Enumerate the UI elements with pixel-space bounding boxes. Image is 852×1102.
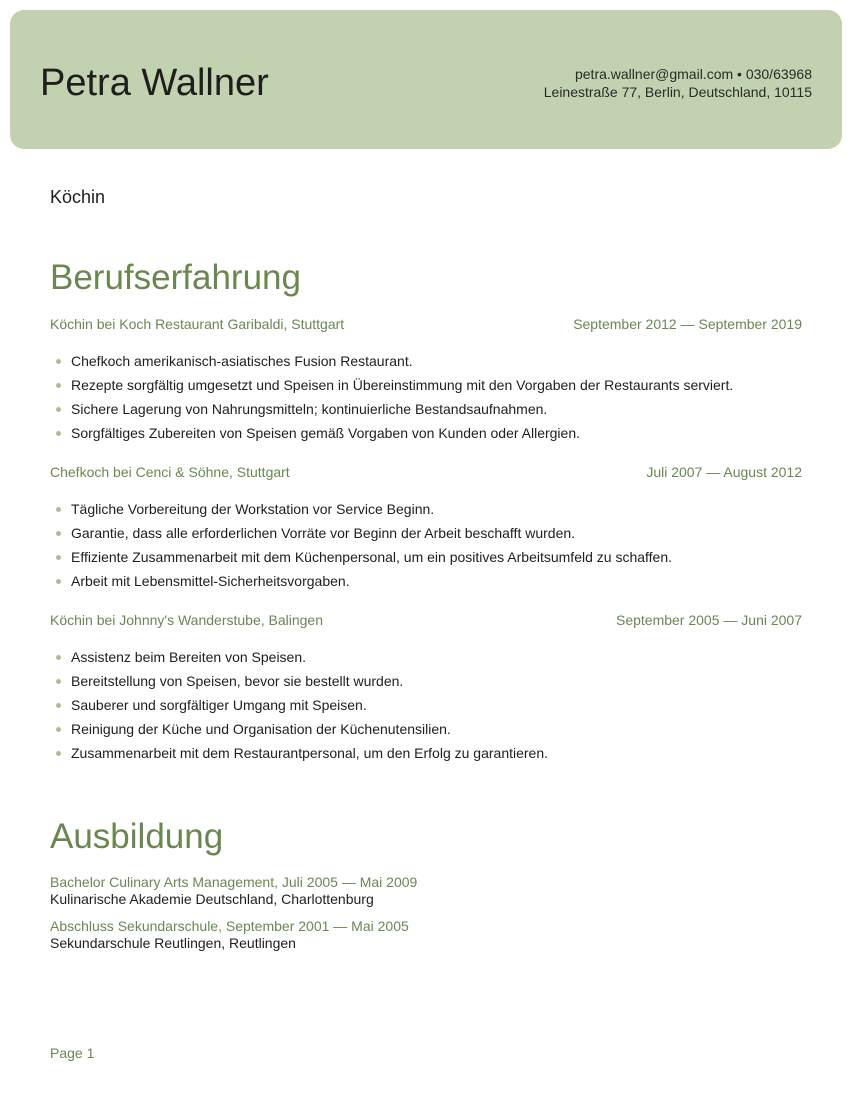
education-item [50, 874, 802, 908]
education-school: Kulinarische Akademie Deutschland, Charlottenburg [50, 891, 374, 907]
job-bullets [50, 497, 802, 593]
list-item: Tägliche Vorbereitung der Workstation vor Service Beginn. [50, 497, 802, 521]
list-item: Sichere Lagerung von Nahrungsmitteln; kontinuierliche Bestandsaufnahmen. [50, 397, 802, 421]
job-role: Köchin [50, 187, 106, 207]
job-header [50, 463, 802, 481]
list-item: Sauberer und sorgfältiger Umgang mit Speisen. [50, 693, 802, 717]
education-degree: Abschluss Sekundarschule, September 2001 — Mai 2005 [50, 918, 409, 934]
job-header [50, 315, 802, 333]
list-item: Reinigung der Küche und Organisation der Küchenutensilien. [50, 717, 802, 741]
list-item: Sorgfältiges Zubereiten von Speisen gemäß Vorgaben von Kunden oder Allergien. [50, 421, 802, 445]
job-position: Köchin bei Johnny's Wanderstube, Balingen [50, 612, 323, 628]
education-item [50, 918, 802, 952]
list-item: Arbeit mit Lebensmittel-Sicherheitsvorgaben. [50, 569, 802, 593]
list-item: Assistenz beim Bereiten von Speisen. [50, 645, 802, 669]
page-number: Page 1 [50, 1045, 95, 1061]
contact-block [544, 65, 812, 101]
contact-email-phone: petra.wallner@gmail.com • 030/63968 [574, 66, 812, 82]
section-title-education: Ausbildung [50, 817, 224, 856]
education-school: Sekundarschule Reutlingen, Reutlingen [50, 935, 296, 951]
candidate-name: Petra Wallner [40, 62, 269, 104]
education-degree: Bachelor Culinary Arts Management, Juli 2005 — Mai 2009 [50, 874, 418, 890]
job-dates: September 2005 — Juni 2007 [615, 612, 802, 628]
job-bullets [50, 349, 802, 445]
list-item: Bereitstellung von Speisen, bevor sie bestellt wurden. [50, 669, 802, 693]
contact-address: Leinestraße 77, Berlin, Deutschland, 10115 [543, 84, 812, 100]
job-header [50, 611, 802, 629]
list-item: Effiziente Zusammenarbeit mit dem Küchenpersonal, um ein positives Arbeitsumfeld zu schaffen. [50, 545, 802, 569]
list-item: Chefkoch amerikanisch-asiatisches Fusion Restaurant. [50, 349, 802, 373]
job-position: Köchin bei Koch Restaurant Garibaldi, Stuttgart [50, 316, 345, 332]
job-position: Chefkoch bei Cenci & Söhne, Stuttgart [50, 464, 290, 480]
job-bullets [50, 645, 802, 765]
job-dates: September 2012 — September 2019 [573, 316, 802, 332]
list-item: Zusammenarbeit mit dem Restaurantpersonal, um den Erfolg zu garantieren. [50, 741, 802, 765]
list-item: Rezepte sorgfältig umgesetzt und Speisen in Übereinstimmung mit den Vorgaben der Restaurants serviert. [50, 373, 802, 397]
job-dates: Juli 2007 — August 2012 [646, 464, 802, 480]
list-item: Garantie, dass alle erforderlichen Vorräte vor Beginn der Arbeit beschafft wurden. [50, 521, 802, 545]
section-title-experience: Berufserfahrung [50, 258, 301, 297]
